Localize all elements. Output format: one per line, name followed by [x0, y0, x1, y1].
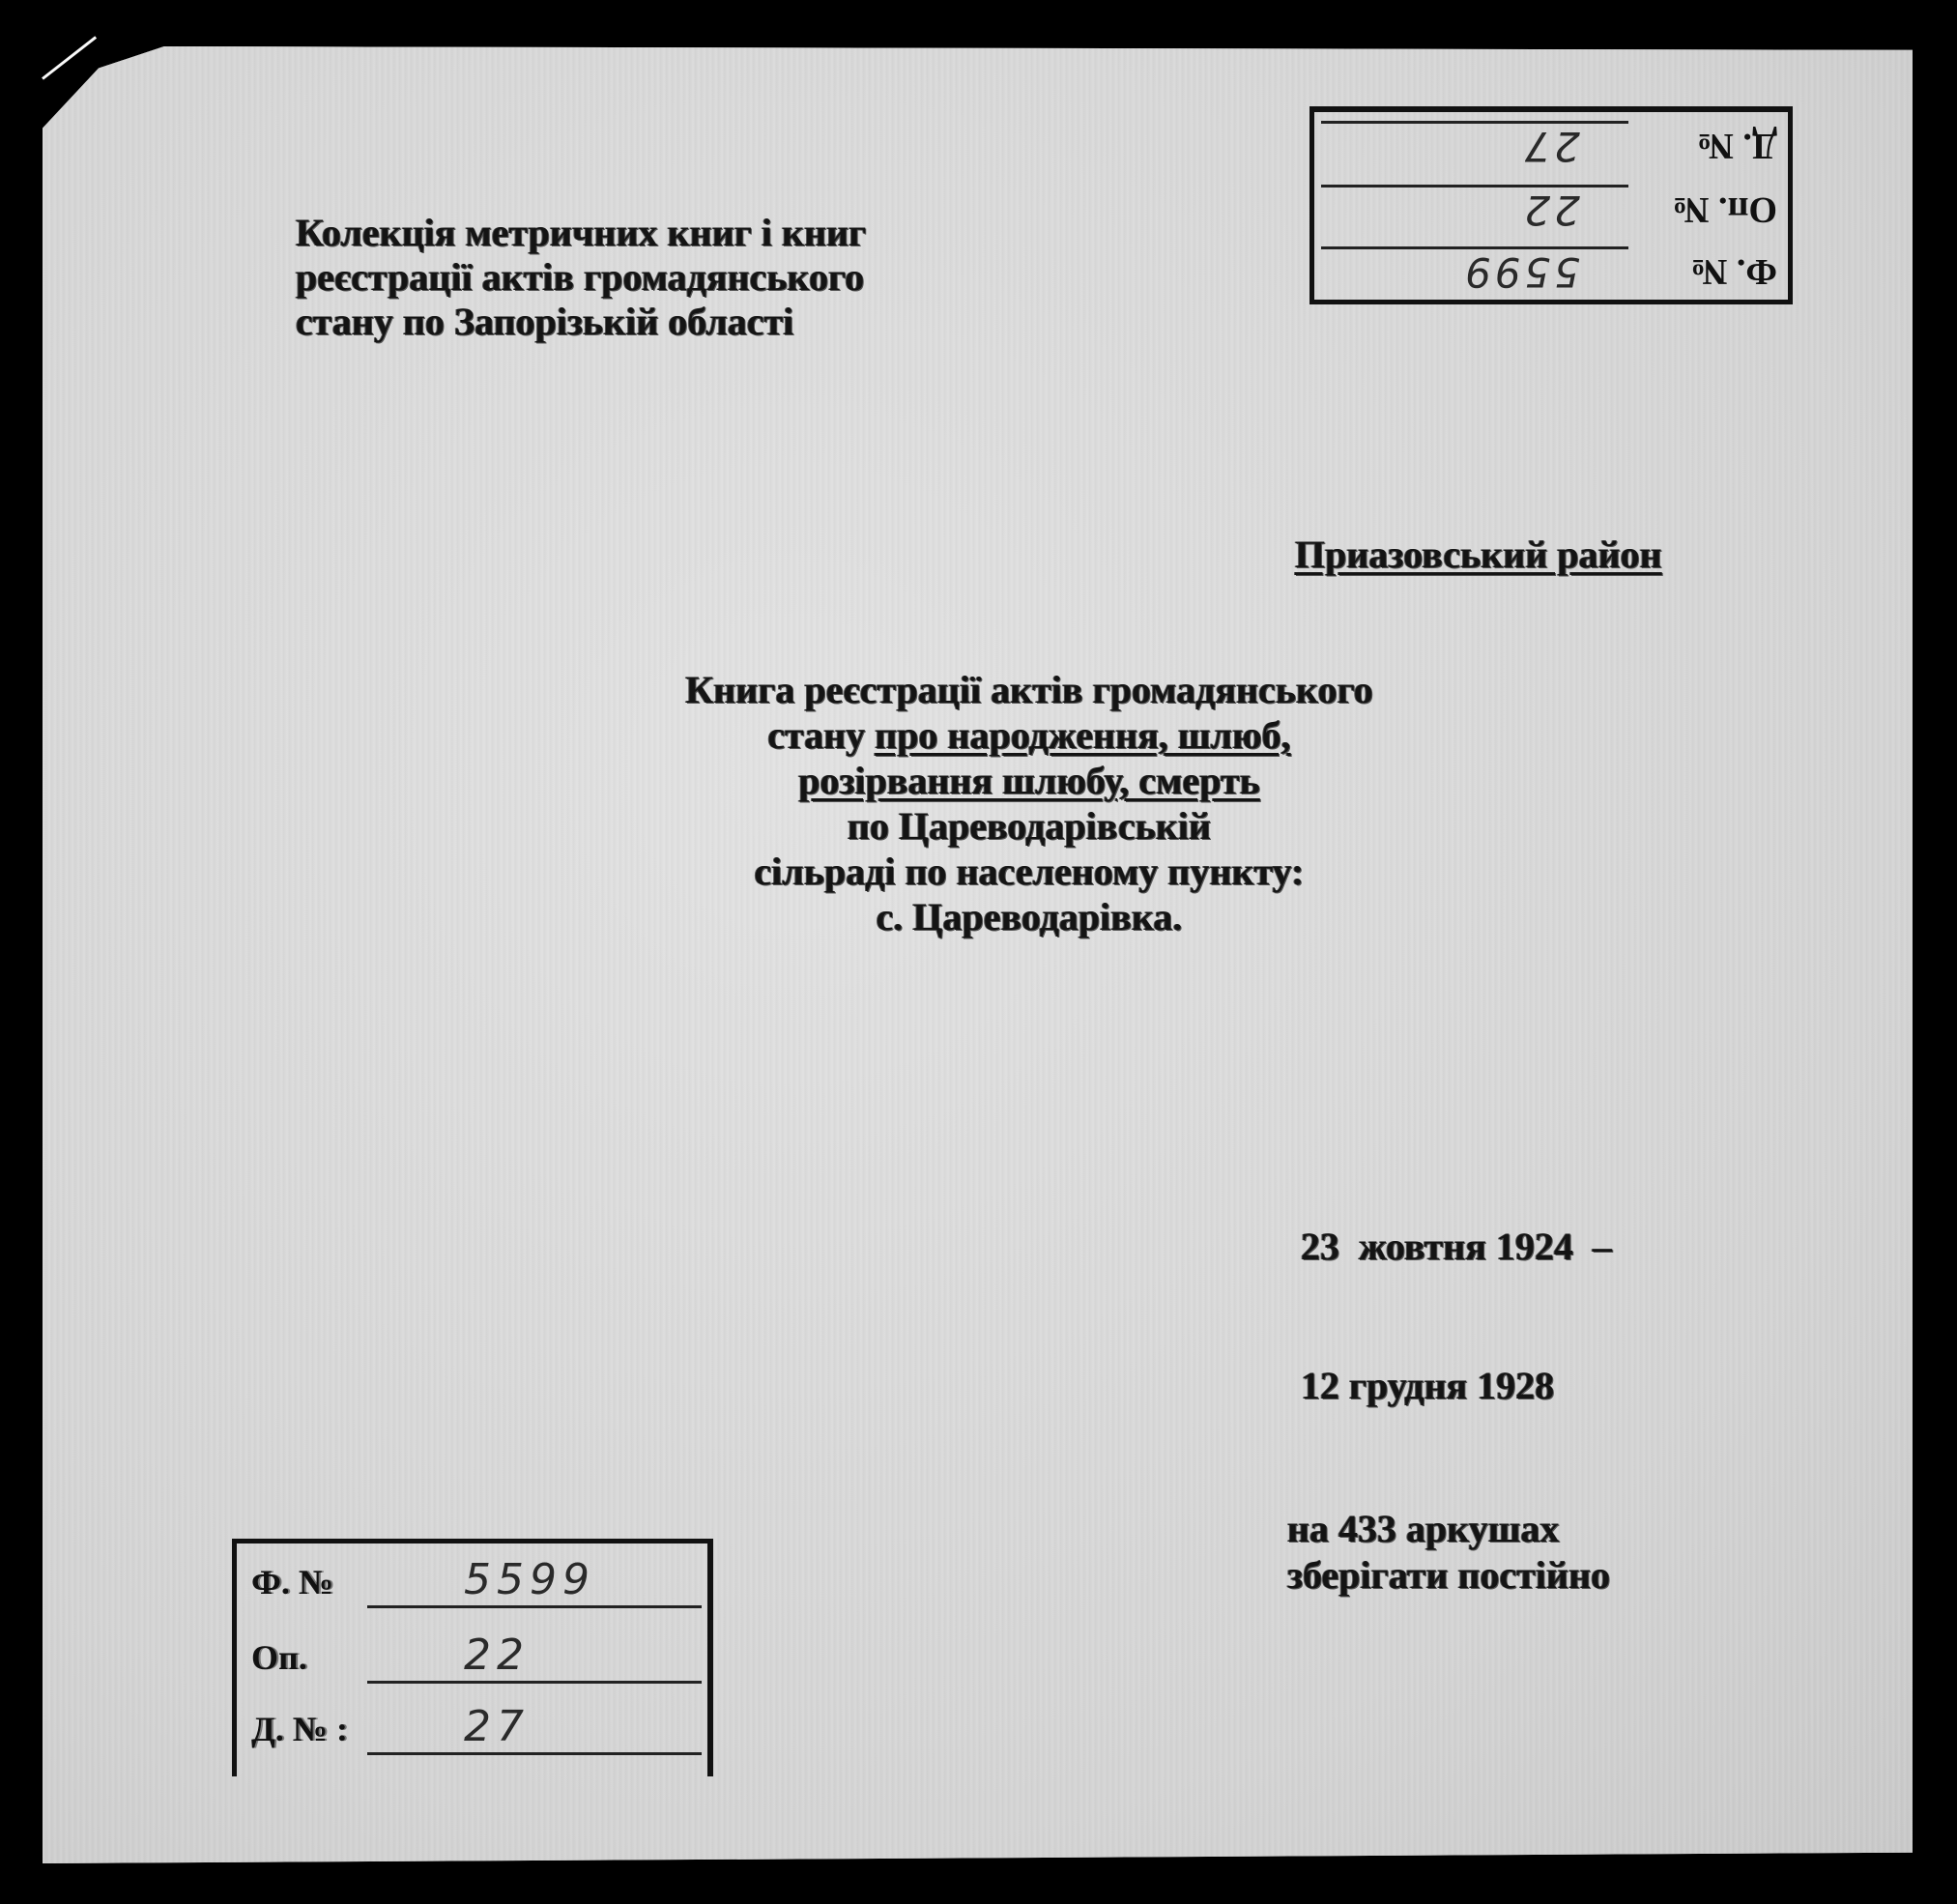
stamp-line [367, 1605, 702, 1608]
collection-title [296, 211, 992, 344]
book-title-underlined: розірвання шлюбу, смерть [798, 759, 1260, 802]
book-title-underlined: про народження, шлюб, [875, 713, 1291, 757]
stamp-row-fond [232, 1548, 713, 1608]
folded-corner [42, 36, 97, 79]
stamp-row-sprava [232, 1695, 713, 1755]
book-title [483, 667, 1575, 939]
stamp-handwritten-value: 27 [464, 1702, 530, 1751]
stamp-handwritten-value: 22 [1520, 187, 1580, 234]
book-title-line: Книга реєстрації актів громадянського [685, 668, 1373, 711]
stamp-label: Д. № [1696, 126, 1777, 166]
stamp-handwritten-value: 22 [464, 1630, 530, 1680]
collection-title-line: Колекція метричних книг і книг [296, 211, 867, 254]
stamp-line [1321, 121, 1628, 124]
stamp-line [367, 1752, 702, 1755]
book-title-line [483, 712, 1575, 758]
stamp-label: Ф. № [251, 1563, 334, 1601]
book-title-line: с. Цареводарівка. [876, 895, 1183, 938]
book-title-line: по Цареводарівській [847, 804, 1212, 848]
date-range [1301, 1131, 1612, 1456]
collection-title-line: реєстрації актів громадянського [296, 255, 865, 299]
stamp-label: Оп. [251, 1638, 307, 1677]
stamp-row-fond [1309, 246, 1793, 301]
archive-stamp-bottom [232, 1539, 713, 1776]
collection-title-line: стану по Запорізькій області [296, 300, 794, 343]
sheet-count: на 433 аркушах [1287, 1507, 1560, 1550]
archive-stamp-top [1309, 106, 1793, 304]
stamp-label: Оп. № [1672, 189, 1777, 230]
sheet-info [1287, 1506, 1610, 1599]
stamp-label: Д. № : [251, 1710, 348, 1748]
stamp-label: Ф. № [1690, 251, 1777, 292]
book-title-line [483, 758, 1575, 803]
date-end: 12 грудня 1928 [1301, 1364, 1555, 1407]
stamp-handwritten-value: 5599 [464, 1555, 595, 1604]
stamp-handwritten-value: 5599 [1461, 248, 1580, 296]
stamp-line [367, 1681, 702, 1684]
book-title-line: сільраді по населеному пункту: [754, 850, 1305, 893]
retention-note: зберігати постійно [1287, 1553, 1611, 1597]
stamp-row-opys [232, 1624, 713, 1684]
book-title-prefix: стану [767, 713, 876, 757]
stamp-row-sprava [1309, 121, 1793, 175]
stamp-handwritten-value: 27 [1520, 123, 1580, 170]
district-heading: Приазовський район [1295, 533, 1662, 576]
stamp-row-opys [1309, 185, 1793, 239]
date-start: 23 жовтня 1924 – [1301, 1225, 1612, 1268]
stamp-line [1321, 185, 1628, 188]
